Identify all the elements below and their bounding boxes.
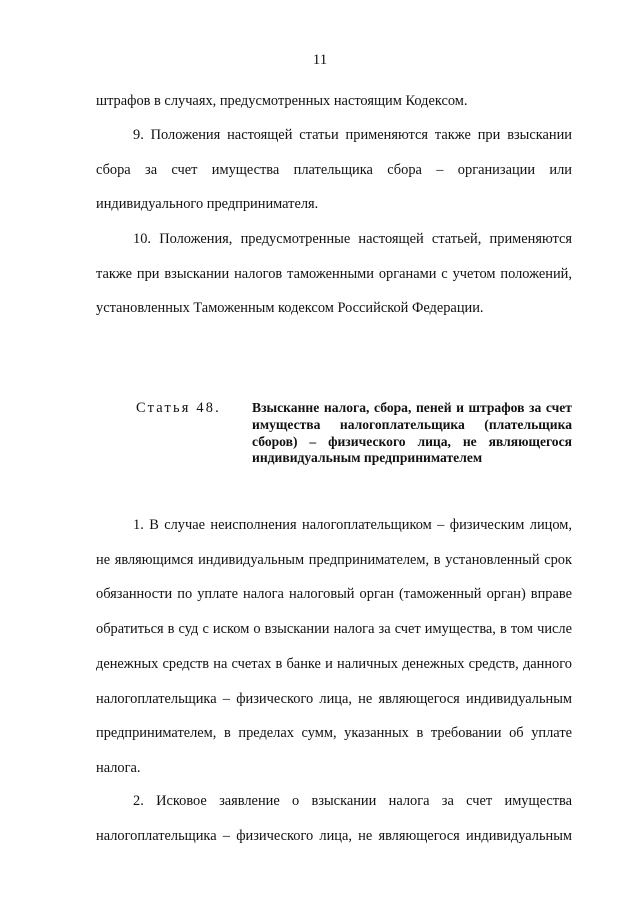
- paragraph-10: [96, 222, 572, 326]
- paragraph-text: 9. Положения настоящей статьи применяются также при взыскании сбора за счет имущества плательщика сбора – организации или индивидуального предпринимателя.: [96, 127, 572, 213]
- paragraph-text: 10. Положения, предусмотренные настоящей статьей, применяются также при взыскании налогов таможенными органами с учетом положений, установленных Таможенным кодексом Российской Федерации.: [96, 231, 572, 317]
- paragraph-text: 2. Исковое заявление о взыскании налога за счет имущества налогоплательщика – физического лица, не являющегося индивидуальным: [96, 793, 572, 844]
- article-title: Взысканне налога, сбора, пеней и штрафов за счет имущества налогоплательщика (плательщика сборов) – физического лица, не являющегося индивидуальным предпринимателем: [252, 400, 572, 466]
- page-number: 11: [312, 52, 328, 68]
- paragraph-text: 1. В случае неисполнения налогоплательщиком – физическим лицом, не являющимся индивидуальным предпринимателем, в установленный срок обязанности по уплате налога налоговый орган (таможенный орган) вправе обратиться в суд с иском о взыскании налога за счет имущества, в том числе денежных средств на счетах в банке и наличных денежных средств, данного налогоплательщика – физического лица, не являющегося индивидуальным предпринимателем, в пределах сумм, указанных в требовании об уплате налога.: [96, 517, 572, 776]
- paragraph-1: [96, 508, 572, 786]
- paragraph-text: штрафов в случаях, предусмотренных настоящим Кодексом.: [96, 93, 468, 109]
- paragraph-2: [96, 784, 572, 853]
- paragraph-9: [96, 118, 572, 222]
- paragraph-continuation: [96, 84, 572, 119]
- article-label: Статья 48.: [136, 400, 221, 416]
